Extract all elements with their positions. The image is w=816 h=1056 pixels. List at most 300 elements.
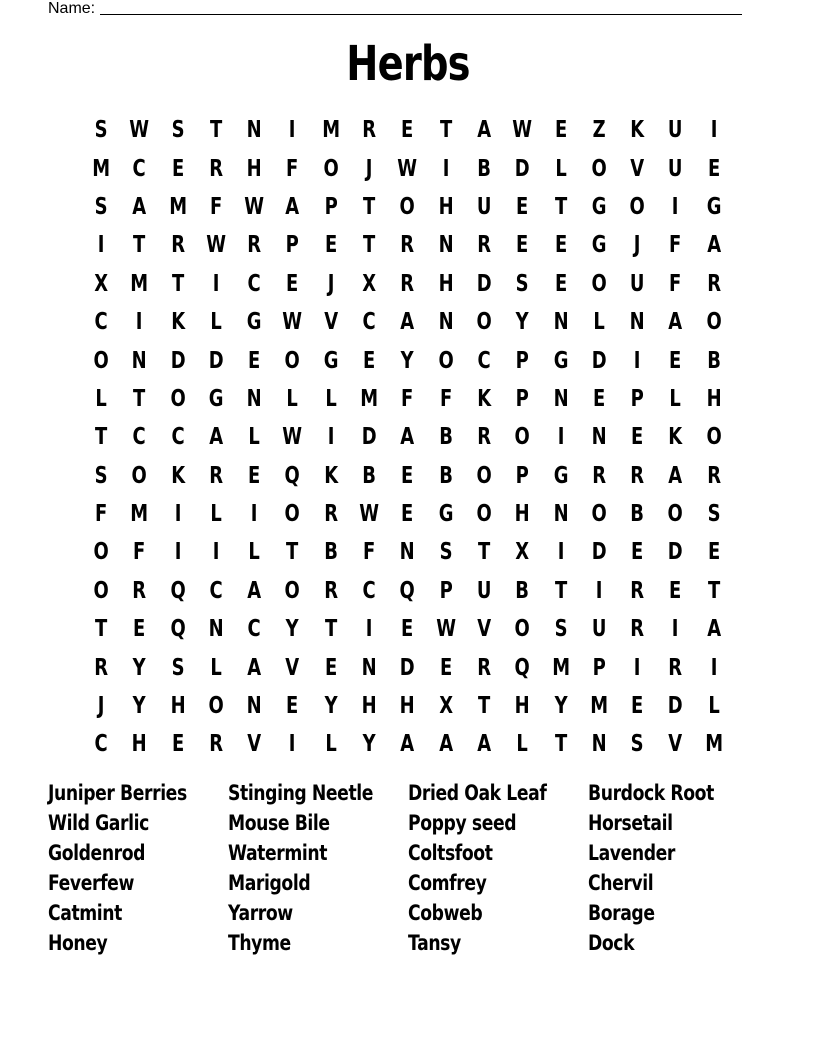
name-field[interactable] bbox=[48, 0, 742, 18]
grid-cell[interactable]: O bbox=[706, 309, 722, 336]
grid-cell[interactable]: N bbox=[208, 616, 224, 643]
grid-cell[interactable]: U bbox=[591, 616, 607, 643]
grid-cell[interactable]: I bbox=[212, 539, 220, 566]
grid-cell[interactable]: F bbox=[363, 539, 376, 566]
grid-cell[interactable]: T bbox=[477, 539, 491, 566]
grid-cell[interactable]: L bbox=[516, 731, 529, 758]
grid-cell[interactable]: D bbox=[476, 270, 492, 297]
grid-cell[interactable]: H bbox=[438, 193, 454, 220]
grid-cell[interactable]: R bbox=[209, 731, 223, 758]
grid-cell[interactable]: E bbox=[171, 155, 184, 182]
grid-cell[interactable]: X bbox=[94, 270, 109, 297]
grid-cell[interactable]: I bbox=[136, 309, 143, 336]
grid-cell[interactable]: Y bbox=[554, 693, 568, 720]
grid-cell[interactable]: D bbox=[668, 693, 684, 720]
grid-cell[interactable]: U bbox=[476, 193, 492, 220]
grid-cell[interactable]: B bbox=[438, 424, 453, 451]
grid-cell[interactable]: R bbox=[477, 232, 492, 259]
grid-cell[interactable]: T bbox=[707, 577, 721, 604]
grid-cell[interactable]: F bbox=[669, 270, 682, 297]
grid-cell[interactable]: T bbox=[324, 616, 338, 643]
grid-cell[interactable]: N bbox=[553, 385, 569, 412]
grid-cell[interactable]: K bbox=[477, 385, 492, 412]
grid-cell[interactable]: B bbox=[630, 501, 645, 528]
grid-cell[interactable]: M bbox=[130, 270, 149, 297]
grid-cell[interactable]: G bbox=[438, 501, 454, 528]
grid-cell[interactable]: D bbox=[591, 539, 607, 566]
grid-cell[interactable]: T bbox=[171, 270, 184, 297]
grid-cell[interactable]: R bbox=[170, 232, 185, 259]
grid-cell[interactable]: M bbox=[590, 693, 608, 720]
grid-cell[interactable]: I bbox=[633, 654, 641, 681]
grid-cell[interactable]: R bbox=[324, 577, 338, 604]
grid-cell[interactable]: E bbox=[439, 654, 452, 681]
grid-cell[interactable]: A bbox=[247, 577, 262, 604]
grid-cell[interactable]: E bbox=[286, 270, 299, 297]
word-list-item: Feverfew bbox=[48, 871, 134, 895]
grid-cell[interactable]: D bbox=[361, 424, 377, 451]
grid-cell[interactable]: H bbox=[170, 693, 186, 720]
grid-cell[interactable]: T bbox=[95, 424, 108, 451]
grid-cell[interactable]: R bbox=[630, 577, 645, 604]
grid-cell[interactable]: U bbox=[668, 117, 683, 144]
grid-cell[interactable]: B bbox=[438, 462, 453, 489]
grid-cell[interactable]: C bbox=[362, 309, 376, 336]
grid-cell[interactable]: E bbox=[401, 462, 414, 489]
grid-cell[interactable]: S bbox=[94, 462, 108, 489]
grid-cell[interactable]: O bbox=[399, 193, 416, 220]
grid-cell[interactable]: E bbox=[248, 347, 261, 374]
grid-cell[interactable]: F bbox=[209, 193, 223, 220]
grid-cell[interactable]: V bbox=[285, 654, 300, 681]
grid-cell[interactable]: I bbox=[710, 654, 718, 681]
grid-cell[interactable]: S bbox=[94, 193, 108, 220]
grid-cell[interactable]: T bbox=[286, 539, 299, 566]
grid-cell[interactable]: T bbox=[209, 117, 223, 144]
grid-cell[interactable]: Y bbox=[324, 693, 338, 720]
grid-cell[interactable]: K bbox=[170, 309, 185, 336]
grid-cell[interactable]: R bbox=[247, 232, 262, 259]
grid-cell[interactable]: N bbox=[591, 731, 607, 758]
grid-cell[interactable]: M bbox=[551, 654, 570, 681]
grid-cell[interactable]: I bbox=[672, 193, 679, 220]
grid-cell[interactable]: E bbox=[401, 616, 414, 643]
grid-cell[interactable]: V bbox=[323, 309, 338, 336]
grid-cell[interactable]: V bbox=[247, 731, 262, 758]
grid-cell[interactable]: T bbox=[133, 232, 146, 259]
grid-cell[interactable]: G bbox=[208, 385, 224, 412]
grid-cell[interactable]: O bbox=[93, 539, 109, 566]
grid-cell[interactable]: O bbox=[476, 501, 492, 528]
grid-cell[interactable]: C bbox=[94, 731, 108, 758]
grid-cell[interactable]: P bbox=[324, 193, 338, 220]
grid-cell[interactable]: P bbox=[515, 347, 529, 374]
grid-cell[interactable]: I bbox=[557, 424, 565, 451]
word-list-item: Cobweb bbox=[408, 901, 483, 925]
grid-cell[interactable]: A bbox=[209, 424, 223, 451]
grid-cell[interactable]: H bbox=[131, 731, 147, 758]
grid-cell[interactable]: O bbox=[323, 155, 339, 182]
grid-cell[interactable]: O bbox=[284, 577, 301, 604]
grid-cell[interactable]: L bbox=[554, 155, 567, 182]
grid-cell[interactable]: E bbox=[631, 424, 644, 451]
grid-cell[interactable]: C bbox=[247, 270, 261, 297]
grid-cell[interactable]: E bbox=[631, 539, 644, 566]
grid-cell[interactable]: X bbox=[362, 270, 377, 297]
grid-cell[interactable]: A bbox=[477, 117, 492, 144]
grid-cell[interactable]: C bbox=[171, 424, 185, 451]
grid-cell[interactable]: H bbox=[514, 693, 530, 720]
grid-cell[interactable]: E bbox=[554, 117, 567, 144]
grid-cell[interactable]: Q bbox=[284, 462, 301, 489]
grid-cell[interactable]: D bbox=[591, 347, 607, 374]
grid-cell[interactable]: M bbox=[92, 155, 111, 182]
grid-cell[interactable]: E bbox=[516, 232, 529, 259]
grid-cell[interactable]: T bbox=[363, 232, 376, 259]
grid-cell[interactable]: H bbox=[706, 385, 722, 412]
grid-cell[interactable]: L bbox=[325, 385, 337, 412]
grid-cell[interactable]: W bbox=[512, 117, 533, 144]
grid-cell[interactable]: F bbox=[439, 385, 452, 412]
grid-cell[interactable]: O bbox=[284, 347, 301, 374]
grid-cell[interactable]: I bbox=[212, 270, 220, 297]
grid-cell[interactable]: C bbox=[94, 309, 108, 336]
grid-cell[interactable]: H bbox=[438, 270, 454, 297]
grid-cell[interactable]: F bbox=[133, 539, 146, 566]
grid-cell[interactable]: W bbox=[282, 309, 303, 336]
grid-cell[interactable]: E bbox=[554, 232, 567, 259]
grid-cell[interactable]: P bbox=[286, 232, 300, 259]
grid-cell[interactable]: U bbox=[476, 577, 492, 604]
grid-cell[interactable]: V bbox=[477, 616, 492, 643]
grid-cell[interactable]: J bbox=[327, 270, 335, 297]
grid-cell[interactable]: T bbox=[554, 731, 567, 758]
grid-cell[interactable]: M bbox=[360, 385, 379, 412]
grid-cell[interactable]: M bbox=[704, 731, 723, 758]
grid-cell[interactable]: V bbox=[630, 155, 645, 182]
grid-cell[interactable]: I bbox=[710, 117, 718, 144]
grid-cell[interactable]: N bbox=[400, 539, 416, 566]
grid-cell[interactable]: Q bbox=[514, 654, 531, 681]
grid-cell[interactable]: G bbox=[323, 347, 339, 374]
grid-cell[interactable]: A bbox=[668, 462, 683, 489]
grid-cell[interactable]: F bbox=[95, 501, 108, 528]
grid-cell[interactable]: D bbox=[400, 654, 415, 681]
grid-cell[interactable]: R bbox=[400, 270, 415, 297]
grid-cell[interactable]: D bbox=[668, 539, 684, 566]
grid-cell[interactable]: R bbox=[132, 577, 147, 604]
grid-cell[interactable]: G bbox=[591, 232, 607, 259]
grid-cell[interactable]: E bbox=[516, 193, 529, 220]
grid-cell[interactable]: B bbox=[707, 347, 721, 374]
grid-cell[interactable]: R bbox=[362, 117, 377, 144]
grid-cell[interactable]: E bbox=[631, 693, 644, 720]
grid-cell[interactable]: A bbox=[132, 193, 147, 220]
grid-cell[interactable]: N bbox=[553, 501, 569, 528]
grid-cell[interactable]: Y bbox=[286, 616, 300, 643]
grid-cell[interactable]: O bbox=[591, 270, 607, 297]
grid-cell[interactable]: G bbox=[246, 309, 262, 336]
grid-cell[interactable]: Y bbox=[362, 731, 376, 758]
grid-cell[interactable]: I bbox=[174, 539, 182, 566]
grid-cell[interactable]: R bbox=[94, 654, 109, 681]
grid-cell[interactable]: E bbox=[401, 501, 414, 528]
grid-cell[interactable]: Y bbox=[401, 347, 415, 374]
name-underline[interactable] bbox=[100, 14, 742, 15]
grid-cell[interactable]: L bbox=[95, 385, 107, 412]
grid-cell[interactable]: W bbox=[206, 232, 226, 259]
grid-cell[interactable]: M bbox=[130, 501, 149, 528]
grid-cell[interactable]: P bbox=[515, 462, 529, 489]
grid-cell[interactable]: M bbox=[168, 193, 187, 220]
grid-cell[interactable]: E bbox=[707, 539, 721, 566]
grid-cell[interactable]: O bbox=[284, 501, 301, 528]
grid-cell[interactable]: N bbox=[246, 385, 262, 412]
grid-cell[interactable]: N bbox=[629, 309, 645, 336]
grid-cell[interactable]: O bbox=[93, 577, 109, 604]
grid-cell[interactable]: T bbox=[133, 385, 146, 412]
grid-cell[interactable]: D bbox=[170, 347, 186, 374]
grid-cell[interactable]: W bbox=[397, 155, 418, 182]
grid-cell[interactable]: R bbox=[668, 654, 683, 681]
grid-cell[interactable]: K bbox=[630, 117, 645, 144]
grid-cell[interactable]: R bbox=[477, 654, 492, 681]
grid-cell[interactable]: A bbox=[400, 309, 415, 336]
grid-cell[interactable]: L bbox=[210, 654, 222, 681]
grid-cell[interactable]: A bbox=[285, 193, 300, 220]
grid-cell[interactable]: R bbox=[630, 616, 645, 643]
letter-grid[interactable] bbox=[82, 111, 733, 764]
grid-cell[interactable]: O bbox=[514, 424, 531, 451]
grid-cell[interactable]: L bbox=[248, 424, 261, 451]
grid-cell[interactable]: S bbox=[439, 539, 453, 566]
grid-cell[interactable]: J bbox=[365, 155, 373, 182]
grid-cell[interactable]: O bbox=[706, 424, 722, 451]
grid-cell[interactable]: C bbox=[247, 616, 261, 643]
grid-cell[interactable]: S bbox=[630, 731, 644, 758]
grid-cell[interactable]: K bbox=[668, 424, 683, 451]
grid-cell[interactable]: T bbox=[554, 193, 567, 220]
grid-cell[interactable]: T bbox=[95, 616, 108, 643]
grid-cell[interactable]: L bbox=[669, 385, 682, 412]
grid-cell[interactable]: W bbox=[359, 501, 380, 528]
grid-cell[interactable]: E bbox=[669, 347, 682, 374]
grid-cell[interactable]: N bbox=[553, 309, 569, 336]
grid-cell[interactable]: L bbox=[286, 385, 299, 412]
grid-cell[interactable]: T bbox=[554, 577, 567, 604]
grid-cell[interactable]: R bbox=[324, 501, 338, 528]
grid-cell[interactable]: B bbox=[324, 539, 338, 566]
grid-cell[interactable]: F bbox=[286, 155, 299, 182]
grid-cell[interactable]: R bbox=[209, 462, 223, 489]
grid-cell[interactable]: E bbox=[324, 232, 338, 259]
grid-cell[interactable]: I bbox=[595, 577, 603, 604]
grid-cell[interactable]: I bbox=[327, 424, 335, 451]
grid-cell[interactable]: T bbox=[477, 693, 491, 720]
grid-cell[interactable]: V bbox=[668, 731, 683, 758]
grid-cell[interactable]: C bbox=[132, 424, 147, 451]
grid-cell[interactable]: R bbox=[477, 424, 492, 451]
grid-cell[interactable]: D bbox=[514, 155, 530, 182]
grid-cell[interactable]: A bbox=[400, 731, 415, 758]
grid-cell[interactable]: U bbox=[630, 270, 645, 297]
grid-cell[interactable]: O bbox=[438, 347, 454, 374]
grid-cell[interactable]: N bbox=[131, 347, 147, 374]
grid-cell[interactable]: H bbox=[246, 155, 262, 182]
grid-cell[interactable]: I bbox=[289, 117, 296, 144]
grid-cell[interactable]: S bbox=[515, 270, 529, 297]
grid-cell[interactable]: O bbox=[591, 155, 607, 182]
grid-cell[interactable]: C bbox=[477, 347, 491, 374]
grid-cell[interactable]: C bbox=[362, 577, 376, 604]
grid-cell[interactable]: O bbox=[208, 693, 224, 720]
name-label: Name: bbox=[48, 0, 96, 17]
grid-cell[interactable]: E bbox=[171, 731, 184, 758]
grid-cell[interactable]: N bbox=[438, 309, 454, 336]
grid-cell[interactable]: I bbox=[289, 731, 296, 758]
grid-cell[interactable]: S bbox=[171, 654, 185, 681]
grid-cell[interactable]: Z bbox=[592, 117, 606, 144]
grid-cell[interactable]: B bbox=[515, 577, 530, 604]
grid-cell[interactable]: A bbox=[706, 232, 721, 259]
grid-cell[interactable]: A bbox=[400, 424, 415, 451]
grid-cell[interactable]: S bbox=[554, 616, 568, 643]
grid-cell[interactable]: O bbox=[629, 193, 645, 220]
grid-cell[interactable]: S bbox=[707, 501, 721, 528]
grid-cell[interactable]: I bbox=[174, 501, 182, 528]
grid-cell[interactable]: N bbox=[246, 693, 262, 720]
grid-cell[interactable]: I bbox=[633, 347, 641, 374]
grid-cell[interactable]: W bbox=[129, 117, 150, 144]
grid-cell[interactable]: B bbox=[362, 462, 377, 489]
grid-cell[interactable]: L bbox=[248, 539, 261, 566]
grid-cell[interactable]: Q bbox=[399, 577, 416, 604]
grid-cell[interactable]: X bbox=[515, 539, 530, 566]
grid-cell[interactable]: O bbox=[476, 309, 492, 336]
grid-cell[interactable]: S bbox=[171, 117, 185, 144]
grid-cell[interactable]: G bbox=[553, 462, 569, 489]
grid-cell[interactable]: R bbox=[400, 232, 415, 259]
grid-cell[interactable]: E bbox=[363, 347, 376, 374]
grid-cell[interactable]: Y bbox=[132, 654, 146, 681]
grid-cell[interactable]: T bbox=[439, 117, 452, 144]
grid-cell[interactable]: G bbox=[591, 193, 607, 220]
grid-cell[interactable]: H bbox=[514, 501, 530, 528]
grid-cell[interactable]: I bbox=[365, 616, 373, 643]
grid-cell[interactable]: E bbox=[248, 462, 261, 489]
grid-cell[interactable]: C bbox=[209, 577, 223, 604]
grid-cell[interactable]: A bbox=[706, 616, 721, 643]
grid-cell[interactable]: I bbox=[557, 539, 565, 566]
grid-cell[interactable]: W bbox=[435, 616, 456, 643]
grid-cell[interactable]: A bbox=[668, 309, 683, 336]
grid-cell[interactable]: E bbox=[592, 385, 606, 412]
grid-cell[interactable]: I bbox=[442, 155, 450, 182]
grid-cell[interactable]: X bbox=[438, 693, 453, 720]
grid-cell[interactable]: L bbox=[210, 309, 222, 336]
grid-cell[interactable]: O bbox=[170, 385, 186, 412]
grid-cell[interactable]: Q bbox=[170, 577, 186, 604]
grid-cell[interactable]: G bbox=[706, 193, 722, 220]
grid-cell[interactable]: K bbox=[170, 462, 185, 489]
grid-cell[interactable]: E bbox=[133, 616, 146, 643]
grid-cell[interactable]: S bbox=[94, 117, 108, 144]
grid-cell[interactable]: W bbox=[244, 193, 265, 220]
grid-cell[interactable]: Y bbox=[515, 309, 529, 336]
grid-cell[interactable]: O bbox=[514, 616, 531, 643]
grid-cell[interactable]: I bbox=[97, 232, 105, 259]
grid-cell[interactable]: G bbox=[553, 347, 569, 374]
grid-cell[interactable]: R bbox=[209, 155, 223, 182]
grid-cell[interactable]: R bbox=[630, 462, 645, 489]
grid-cell[interactable]: A bbox=[247, 654, 262, 681]
grid-cell[interactable]: R bbox=[592, 462, 606, 489]
grid-cell[interactable]: R bbox=[706, 462, 721, 489]
grid-cell[interactable]: O bbox=[667, 501, 684, 528]
grid-cell[interactable]: I bbox=[672, 616, 679, 643]
word-list-item: Borage bbox=[588, 901, 655, 925]
grid-cell[interactable]: K bbox=[323, 462, 338, 489]
grid-cell[interactable]: O bbox=[476, 462, 492, 489]
grid-cell[interactable]: L bbox=[593, 309, 605, 336]
grid-cell[interactable]: A bbox=[477, 731, 492, 758]
grid-cell[interactable]: E bbox=[401, 117, 414, 144]
grid-cell[interactable]: A bbox=[438, 731, 453, 758]
grid-cell[interactable]: E bbox=[286, 693, 299, 720]
grid-cell[interactable]: Q bbox=[170, 616, 186, 643]
word-list-item: Stinging Neetle bbox=[228, 781, 374, 805]
grid-cell[interactable]: F bbox=[669, 232, 682, 259]
grid-cell[interactable]: R bbox=[706, 270, 721, 297]
grid-cell[interactable]: U bbox=[668, 155, 683, 182]
word-list-item: Yarrow bbox=[228, 901, 293, 925]
grid-cell[interactable]: H bbox=[361, 693, 377, 720]
grid-cell[interactable]: P bbox=[592, 654, 606, 681]
grid-cell[interactable]: L bbox=[210, 501, 222, 528]
grid-cell[interactable]: E bbox=[707, 155, 721, 182]
grid-cell[interactable]: L bbox=[325, 731, 337, 758]
grid-cell[interactable]: P bbox=[439, 577, 453, 604]
grid-cell[interactable]: I bbox=[250, 501, 258, 528]
grid-cell[interactable]: F bbox=[401, 385, 414, 412]
grid-cell[interactable]: P bbox=[515, 385, 529, 412]
grid-cell[interactable]: H bbox=[400, 693, 416, 720]
grid-cell[interactable]: J bbox=[97, 693, 105, 720]
grid-cell[interactable]: N bbox=[361, 654, 377, 681]
word-list-item: Marigold bbox=[228, 871, 311, 895]
grid-cell[interactable]: N bbox=[246, 117, 262, 144]
grid-cell[interactable]: E bbox=[669, 577, 682, 604]
grid-cell[interactable]: B bbox=[477, 155, 491, 182]
word-list-item: Lavender bbox=[588, 841, 675, 865]
grid-cell[interactable]: O bbox=[591, 501, 607, 528]
grid-cell[interactable]: W bbox=[282, 424, 303, 451]
grid-cell[interactable]: O bbox=[131, 462, 148, 489]
grid-cell[interactable]: E bbox=[554, 270, 567, 297]
grid-cell[interactable]: L bbox=[708, 693, 720, 720]
grid-cell[interactable]: Y bbox=[132, 693, 146, 720]
grid-cell[interactable]: M bbox=[322, 117, 340, 144]
grid-cell[interactable]: C bbox=[132, 155, 147, 182]
grid-cell[interactable]: E bbox=[324, 654, 338, 681]
grid-cell[interactable]: T bbox=[363, 193, 376, 220]
grid-cell[interactable]: N bbox=[438, 232, 454, 259]
grid-cell[interactable]: N bbox=[591, 424, 607, 451]
grid-cell[interactable]: D bbox=[208, 347, 224, 374]
grid-cell[interactable]: O bbox=[93, 347, 109, 374]
grid-cell[interactable]: J bbox=[633, 232, 641, 259]
grid-cell[interactable]: P bbox=[630, 385, 644, 412]
